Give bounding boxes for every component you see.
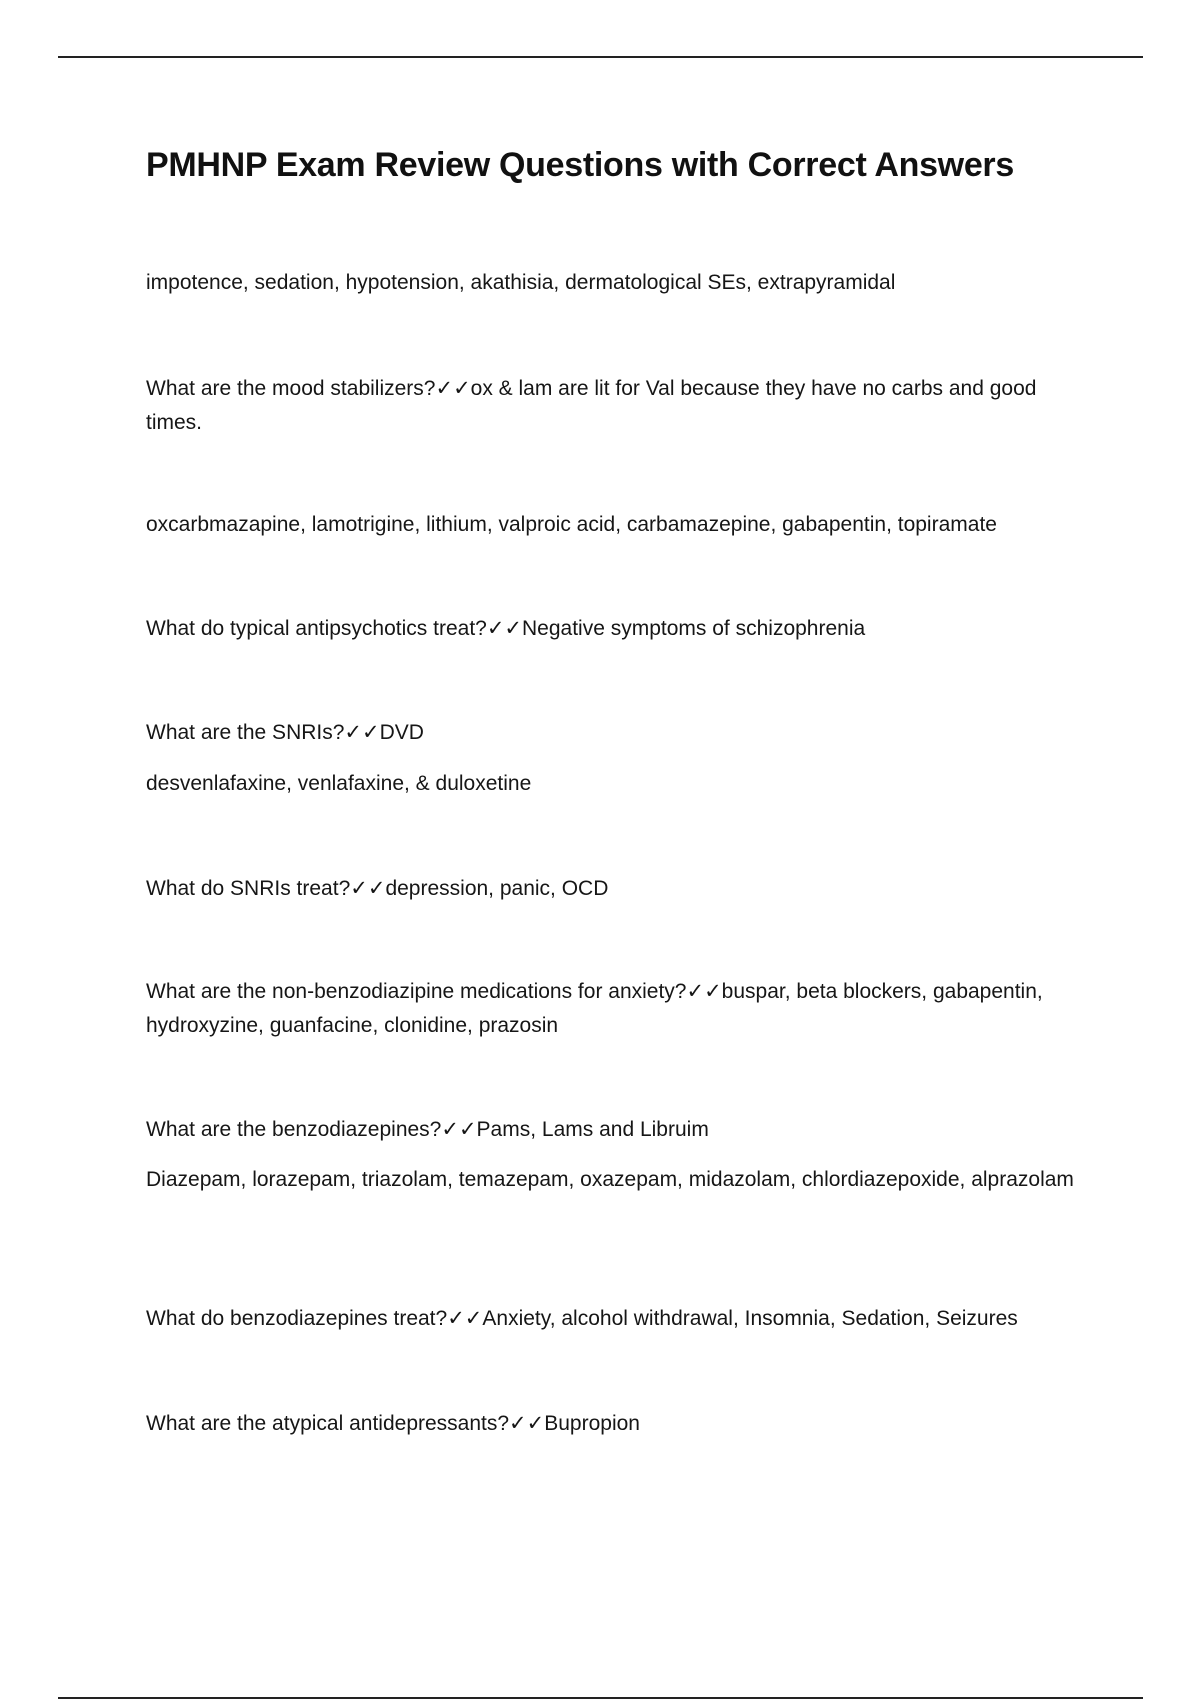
- bottom-rule: [58, 1697, 1143, 1699]
- text-line-benzo-list: Diazepam, lorazepam, triazolam, temazepam, oxazepam, midazolam, chlordiazepoxide, alprazolam: [146, 1168, 1074, 1191]
- qa-non-benzo-anxiety: What are the non-benzodiazipine medications for anxiety?✓✓buspar, beta blockers, gabapentin, hydroxyzine, guanfacine, clonidine, prazosin: [146, 980, 1043, 1037]
- qa-mood-stabilizers: What are the mood stabilizers?✓✓ox & lam are lit for Val because they have no carbs and good times.: [146, 377, 1037, 434]
- qa-snri-treat: What do SNRIs treat?✓✓depression, panic, OCD: [146, 877, 609, 900]
- text-line-snri-list: desvenlafaxine, venlafaxine, & duloxetine: [146, 772, 532, 795]
- text-line-mood-stabilizer-list: oxcarbmazapine, lamotrigine, lithium, valproic acid, carbamazepine, gabapentin, topiramate: [146, 513, 997, 536]
- page-title: PMHNP Exam Review Questions with Correct Answers: [146, 146, 1014, 184]
- qa-benzo-treat: What do benzodiazepines treat?✓✓Anxiety, alcohol withdrawal, Insomnia, Sedation, Seizures: [146, 1307, 1018, 1330]
- qa-typical-antipsychotics: What do typical antipsychotics treat?✓✓Negative symptoms of schizophrenia: [146, 617, 866, 640]
- qa-snris: What are the SNRIs?✓✓DVD: [146, 721, 424, 744]
- top-rule: [58, 56, 1143, 58]
- text-line-side-effects: impotence, sedation, hypotension, akathisia, dermatological SEs, extrapyramidal: [146, 271, 896, 294]
- qa-benzodiazepines: What are the benzodiazepines?✓✓Pams, Lams and Libruim: [146, 1118, 709, 1141]
- qa-atypical-antidepressants: What are the atypical antidepressants?✓✓Bupropion: [146, 1412, 640, 1435]
